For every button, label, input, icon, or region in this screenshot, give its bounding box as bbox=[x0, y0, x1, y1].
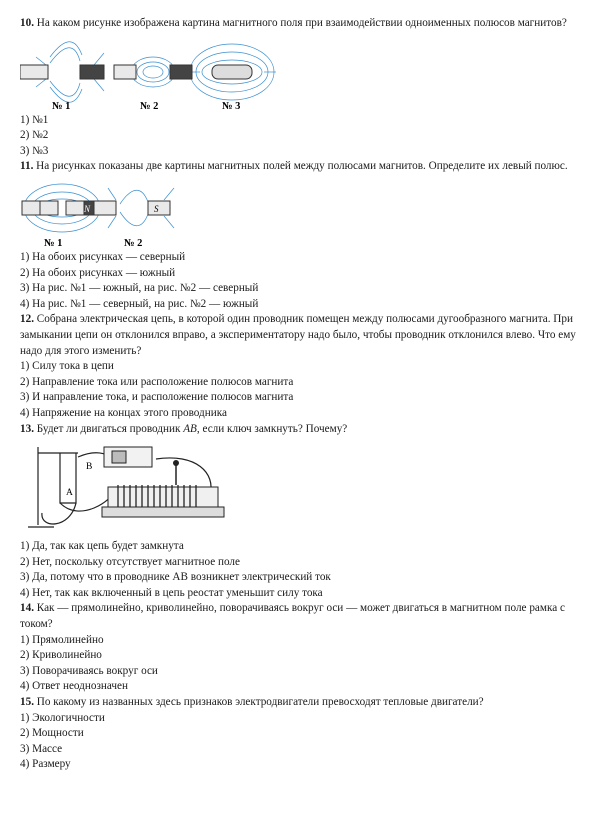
option: 2) Нет, поскольку отсутствует магнитное поле bbox=[20, 555, 240, 568]
question-12 bbox=[20, 312, 580, 359]
figure-magnets-two bbox=[20, 178, 180, 250]
question-text: По какому из названных здесь признаков электродвигатели превосходят тепловые двигатели? bbox=[33, 696, 484, 709]
question-text: , если ключ замкнуть? Почему? bbox=[196, 422, 348, 435]
option: 1) На обоих рисунках — северный bbox=[20, 250, 186, 263]
question-number: 13. bbox=[20, 422, 34, 435]
option: 3) На рис. №1 — южный, на рис. №2 — северный bbox=[20, 282, 259, 295]
option: 3) И направление тока, и расположение полюсов магнита bbox=[20, 391, 294, 404]
question-text-ab: AB bbox=[183, 422, 197, 435]
figure-label: № 1 bbox=[44, 237, 63, 249]
figure-magnets-three bbox=[20, 35, 280, 113]
question-text: На каком рисунке изображена картина магнитного поля при взаимодействии одноименных полюсов магнитов? bbox=[33, 17, 567, 29]
question-text: Будет ли двигаться проводник bbox=[33, 422, 184, 435]
question-text: На рисунках показаны две картины магнитных полей между полюсами магнитов. Определите их левый полюс. bbox=[33, 160, 568, 173]
figure-label: № 3 bbox=[222, 100, 241, 112]
figure-label: № 2 bbox=[140, 100, 159, 112]
magnet-letter: N bbox=[84, 203, 91, 214]
option: 4) Нет, так как включенный в цепь реостат уменьшит силу тока bbox=[20, 586, 323, 599]
figure-label: № 2 bbox=[124, 237, 143, 249]
option: 1) Силу тока в цепи bbox=[20, 360, 114, 373]
option: 1) Да, так как цепь будет замкнута bbox=[20, 540, 184, 553]
option: 3) Поворачиваясь вокруг оси bbox=[20, 664, 158, 677]
option: 4) Напряжение на концах этого проводника bbox=[20, 406, 227, 419]
question-15 bbox=[20, 695, 580, 711]
question-10 bbox=[20, 16, 580, 32]
figure-circuit bbox=[20, 443, 230, 535]
option: 2) Направление тока или расположение полюсов магнита bbox=[20, 375, 294, 388]
question-number: 15. bbox=[20, 696, 34, 709]
figure-label: A bbox=[66, 488, 73, 499]
figure-label: B bbox=[86, 462, 93, 473]
option: 4) На рис. №1 — северный, на рис. №2 — южный bbox=[20, 297, 259, 310]
question-11 bbox=[20, 159, 580, 175]
magnet-letter: S bbox=[154, 203, 159, 214]
option: 3) Массе bbox=[20, 742, 63, 755]
option: 2) На обоих рисунках — южный bbox=[20, 266, 176, 279]
question-text: Как — прямолинейно, криволинейно, поворачиваясь вокруг оси — может двигаться в магнитном поле рамка с током? bbox=[20, 602, 565, 631]
question-number: 10. bbox=[20, 17, 34, 29]
question-14 bbox=[20, 601, 580, 632]
option: 2) №2 bbox=[20, 129, 49, 142]
option: 3) Да, потому что в проводнике AB возникнет электрический ток bbox=[20, 571, 331, 584]
question-number: 12. bbox=[20, 313, 34, 326]
option: 2) Криволинейно bbox=[20, 649, 102, 662]
option: 1) Прямолинейно bbox=[20, 633, 104, 646]
option: 1) Экологичности bbox=[20, 711, 105, 724]
option: 4) Ответ неоднозначен bbox=[20, 680, 128, 693]
question-13 bbox=[20, 422, 580, 438]
figure-label: № 1 bbox=[52, 100, 71, 112]
question-text: Собрана электрическая цепь, в которой один проводник помещен между полюсами дугообразного магнита. При замыкании цепи он отклонился вправо, а экспериментатору надо было, чтобы проводник отклонился влево. Что ему надо для этого изменить? bbox=[20, 313, 576, 357]
option: 1) №1 bbox=[20, 113, 49, 126]
question-number: 11. bbox=[20, 160, 34, 173]
option: 3) №3 bbox=[20, 144, 49, 157]
worksheet bbox=[20, 16, 580, 773]
question-number: 14. bbox=[20, 602, 34, 615]
option: 4) Размеру bbox=[20, 758, 71, 771]
option: 2) Мощности bbox=[20, 727, 84, 740]
